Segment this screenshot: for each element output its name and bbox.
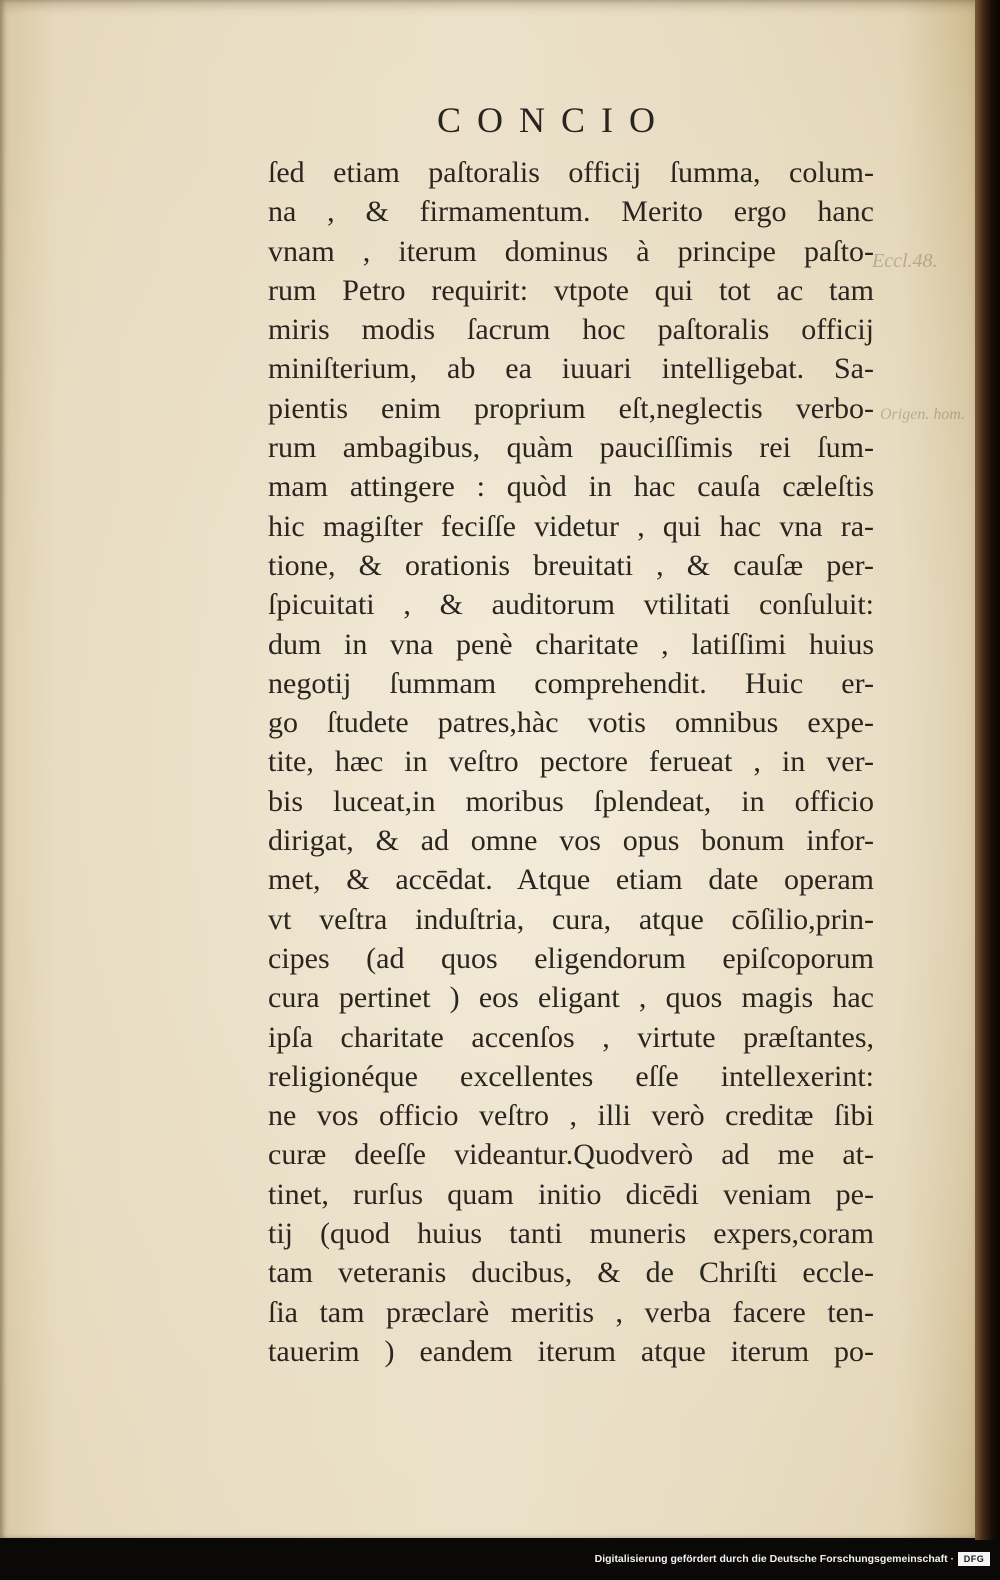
text-line: dum in vna penè charitate , latiſſimi huius	[268, 627, 874, 661]
text-line: tite, hæc in veſtro pectore ferueat , in ver-	[268, 745, 874, 779]
text-line: hic magiſter feciſſe videtur , qui hac vna ra-	[268, 509, 874, 543]
text-line: negotij ſummam comprehendit. Huic er-	[268, 666, 874, 700]
text-line: rum ambagibus, quàm pauciſſimis rei ſum-	[268, 431, 874, 465]
text-line: vnam , iterum dominus à principe paſto-	[268, 234, 874, 268]
text-line: cura pertinet ) eos eligant , quos magis hac	[268, 981, 874, 1015]
text-line: ne vos officio veſtro , illi verò creditæ ſibi	[268, 1099, 874, 1133]
digitization-footer	[0, 1540, 1000, 1580]
text-line: vt veſtra induſtria, cura, atque cōſilio,prin-	[268, 902, 874, 936]
body-text	[268, 153, 874, 1371]
dfg-logo: DFG	[958, 1552, 990, 1566]
text-line: religionéque excellentes eſſe intellexerint:	[268, 1059, 874, 1093]
text-line: na , & firmamentum. Merito ergo hanc	[268, 195, 874, 229]
text-line: miniſterium, ab ea iuuari intelligebat. Sa-	[268, 352, 874, 386]
text-line: cipes (ad quos eligendorum epiſcoporum	[268, 941, 874, 975]
text-line: tauerim ) eandem iterum atque iterum po-	[268, 1334, 874, 1368]
text-line: ſia tam præclarè meritis , verba facere ten-	[268, 1295, 874, 1329]
text-line: ſed etiam paſtoralis officij ſumma, colum-	[268, 156, 874, 189]
text-line: tij (quod huius tanti muneris expers,coram	[268, 1217, 874, 1251]
funding-notice: Digitalisierung gefördert durch die Deutsche Forschungsgemeinschaft ·	[594, 1553, 954, 1565]
text-line: miris modis ſacrum hoc paſtoralis officij	[268, 313, 874, 347]
margin-note: Eccl.48.	[872, 250, 938, 272]
text-line: curæ deeſſe videantur.Quodverò ad me at-	[268, 1138, 874, 1172]
book-spine-edge	[975, 0, 1000, 1540]
text-line: go ſtudete patres,hàc votis omnibus expe-	[268, 706, 874, 740]
text-line: tam veteranis ducibus, & de Chriſti eccle-	[268, 1256, 874, 1290]
text-line: rum Petro requirit: vtpote qui tot ac tam	[268, 273, 874, 307]
text-line: tinet, rurſus quam initio dicēdi veniam pe-	[268, 1177, 874, 1211]
text-line: met, & accēdat. Atque etiam date operam	[268, 863, 874, 897]
text-line: bis luceat,in moribus ſplendeat, in officio	[268, 784, 874, 818]
text-line: dirigat, & ad omne vos opus bonum infor-	[268, 824, 874, 858]
text-line: pientis enim proprium eſt,neglectis verbo-	[268, 391, 874, 425]
margin-note: Origen. hom.	[880, 406, 965, 423]
text-line: tione, & orationis breuitati , & cauſæ per-	[268, 548, 874, 582]
running-header: CONCIO	[437, 100, 672, 140]
text-line: ſpicuitati , & auditorum vtilitati conſuluit:	[268, 588, 874, 622]
text-line: ipſa charitate accenſos , virtute præſtantes,	[268, 1020, 874, 1054]
text-line: mam attingere : quòd in hac cauſa cæleſtis	[268, 470, 874, 504]
